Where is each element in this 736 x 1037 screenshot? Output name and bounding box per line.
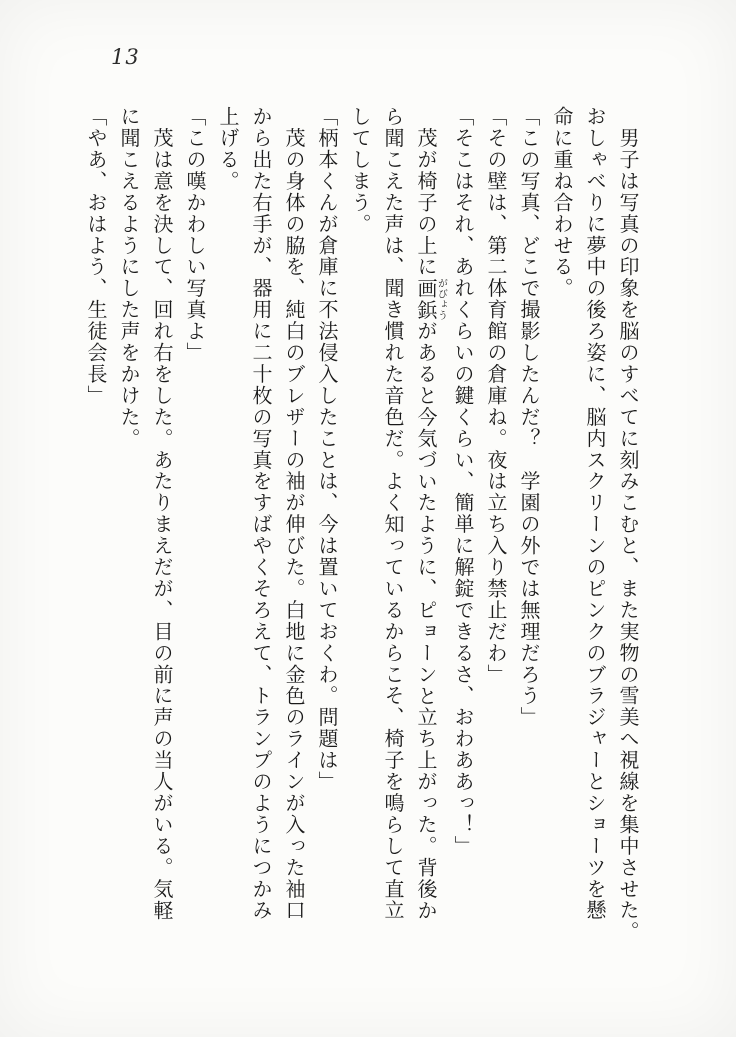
text-line: 「その壁は、第二体育館の倉庫ね。夜は立ち入り禁止だわ」 — [484, 106, 508, 686]
text-line: 上げる。 — [216, 106, 240, 192]
text-line: 「そこはそれ、あれくらいの鍵くらい、簡単に解錠できるさ、おわああっ！」 — [451, 106, 475, 857]
text-line: 命に重ね合わせる。 — [550, 106, 574, 300]
text-line: 「この写真、どこで撮影したんだ？ 学園の外では無理だろう」 — [517, 106, 541, 729]
text-line: ら聞こえた声は、聞き慣れた音色だ。よく知っているからこそ、椅子を鳴らして直立 — [381, 106, 405, 922]
novel-text-block — [79, 106, 644, 948]
text-line: に聞こえるようにした声をかけた。 — [117, 106, 141, 450]
text-line: 男子は写真の印象を脳のすべてに刻みこむと、また実物の雪美へ視線を集中させた。 — [616, 106, 640, 943]
text-line: 「柄本くんが倉庫に不法侵入したことは、今は置いておくわ。問題は」 — [315, 106, 339, 793]
text-line: おしゃべりに夢中の後ろ姿に、脳内スクリーンのピンクのブラジャーとショーツを懸 — [583, 106, 607, 922]
text-line: してしまう。 — [348, 106, 372, 235]
text-line: 「やあ、おはよう、生徒会長」 — [84, 106, 108, 407]
text-line: 茂は意を決して、回れ右をした。あたりまえだが、目の前に声の当人がいる。気軽 — [150, 106, 174, 922]
furigana-annotated-word: 画鋲がびょう — [414, 277, 447, 321]
text-line: 「この嘆かわしい写真よ」 — [183, 106, 207, 364]
text-line: 茂の身体の脇を、純白のブレザーの袖が伸びた。白地に金色のラインが入った袖口 — [282, 106, 306, 922]
page-number: 13 — [111, 45, 140, 69]
text-line: 茂が椅子の上に画鋲がびょうがあると今気づいたように、ピョーンと立ち上がった。背後か — [414, 106, 447, 922]
text-line: から出た右手が、器用に二十枚の写真をすばやくそろえて、トランプのようにつかみ — [249, 106, 273, 922]
